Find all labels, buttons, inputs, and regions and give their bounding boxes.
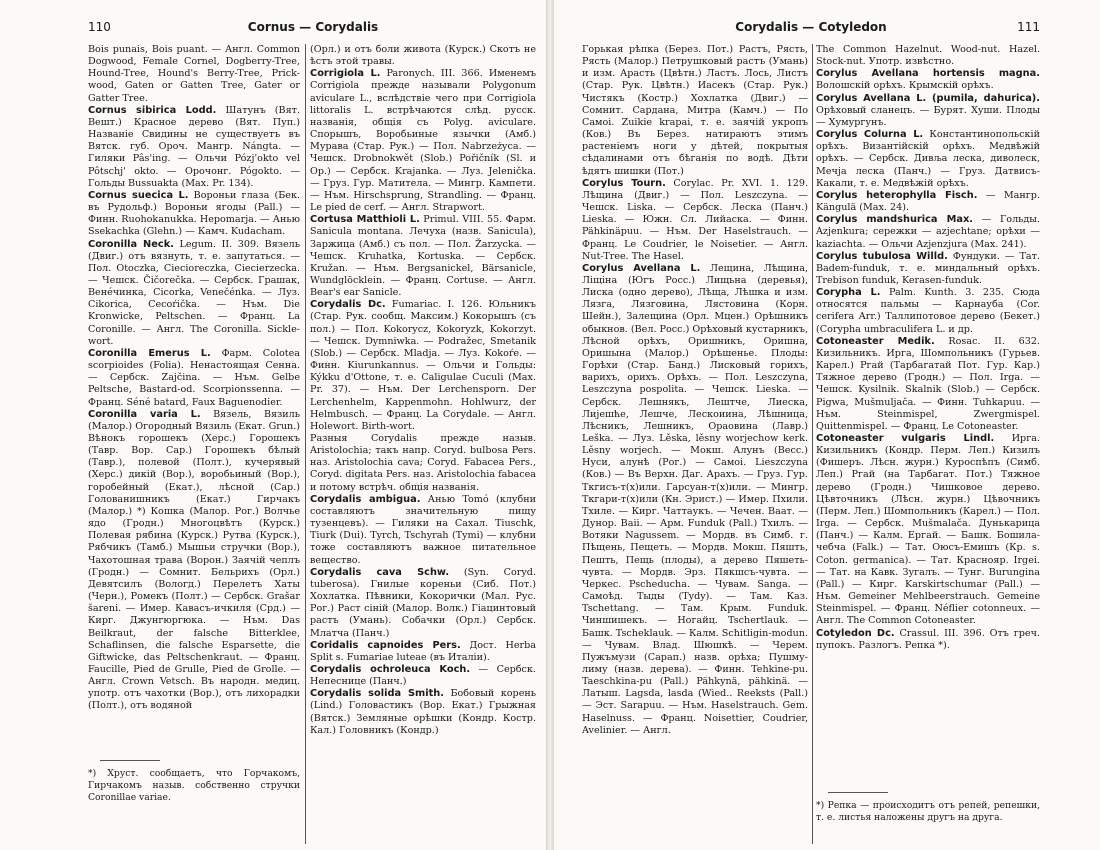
dictionary-entry [816, 44, 1040, 68]
entry-text: Константинопольскій орѣхъ. Византійскій орѣхъ. Медвѣжій орѣхъ. — Сербск. Дивља леска, диволеск, Мечја леска (Панч.) — Груз. Датвисъ-Какали, т. е. Медвѣжій орѣхъ. [816, 129, 1040, 189]
entry-headword: Cotyledon Dc. [816, 627, 895, 639]
dictionary-entry [310, 299, 536, 433]
dictionary-entry [582, 44, 808, 178]
left-page-header [88, 20, 538, 38]
dictionary-entry [310, 567, 536, 640]
dictionary-entry [88, 105, 300, 190]
entry-text: Лещина, Лѣщина, Ліщіна (Югъ Росс.) Лищьна (деревья), Лиска (одно дерево), Лѣща, Лѣшка и изм. Лязга, Лязговина, Лястовина (Корн. Шейн.), Залещина (Орл. Мцен.) Орѣшникъ обыкнов. (Вел. Росс.) Орѣховый кустарникъ, Лѣсной орѣхъ, Оришникъ, Оришна, Оришына (Малор.) Орѣшенье. Плоды: Горѣхи (Стар. Банд.) Лисковый горихъ, варихъ, орихъ. Орѣхъ. — Пол. Leszczyna, Leszczyna pospolita. — Чешск. Lieska. — Сербск. Лешнякъ, Лештче, Лиеска, Лијешће, Лешче, Лескоиина, Лѣшница, Лѣсникъ, Лешникъ, Ораовина (Лавр.) Leška. — Луз. Lěska, lěsny worjechow kerk. Lěsny worjech. — Мокш. Алунъ (Весс.) Нуси, алунѣ (Рог.) — Самоі. Lieszczyna (Ков.) — Въ Верхн. Даг. Арахъ. — Груз. Гур. Ткгисъ-т(х)или. Гарсуан-т(х)или. — Мингр. Ткгари-т(х)или (Кн. Эрист.) — Имер. Пхили. Тхиле. — Кирг. Чаттаукъ. — Чечен. Ваат. — Дунор. Ваіі. — Арм. Funduk (Pall.) Тхилъ. — Вотяки Nagussem. — Мордв. въ Симб. г. Пѣщень, Пещеть. — Мордв. Мокш. Пяшть, Пешть, Пещь (плоды), а дерево Пяшеть-чувта. — Мордв. Эрз. Пякшсъ-чувта. — Черкес. Pscheducha. — Чувам. Sanga. — Самоѣд. Тыды (Tydy). — Там. Каз. Tschettang. — Там. Крым. Funduk. Чиншишекъ. — Ногайц. Tschertlauk. — Башк. Tscheklauk. — Калм. Schitligin-modun. — Чувам. Влад. Шюшкѣ. — Черем. Пужъмузи (Сарап.) назв. орѣха; Пушму-лиму (назв. дерева). — Финн. Tehkine-pu. Taeschkina-pu (Pall.) Pähkynä, pähkinä. — Латыш. Lagsda, lasda (Wied.. Reeksts (Pall.) — Эст. Sarapuu. — Нъм. Haselstrauch. Gem. Haselnuss. — Франц. Noisettier, Coudrier, Avelinier. — Англ. [582, 262, 809, 736]
dictionary-entry [88, 348, 300, 409]
entry-headword: Coronilla varia L. [88, 408, 201, 420]
dictionary-entry [816, 190, 1040, 214]
dictionary-entry [310, 68, 536, 214]
entry-text: Fumariac. I. 126. Юльникъ (Стар. Рук. сообщ. Максим.) Кокорышъ (съ пол.) — Пол. Kokorycz, Kokoryzk, Kokorzyt. — Чешск. Dymniwka. — Podražec, Smetanik (Slob.) — Сербск. Mladja. — Луз. Kokoŕe. — Финн. Kiurunkannus. — Ольчи и Гольды: Kýkku d'Ottone, т. е. Caligulae Cuculi (Max. Pr. 37). — Нъм. Der Lerchensporn. Der Lerchenhelm, Kappenmohn. Hohlwurz, der Helmbusch. — Франц. La Corydale. — Англ. Holewort. Birth-wort. [310, 299, 536, 432]
entry-headword: Corylus Tourn. [582, 177, 666, 189]
dictionary-entry [88, 409, 300, 713]
dictionary-entry [310, 214, 536, 299]
entry-headword: Coronilla Neck. [88, 238, 174, 250]
entry-text: Бобовый корень (Lind.) Головастикъ (Вор. Екат.) Грыжная (Вятск.) Земляные орѣшки (Кондр. Костр. Кал.) Головникъ (Кондр.) [310, 688, 536, 736]
entry-headword: Corydalis Dc. [310, 299, 386, 311]
entry-text: Дост. Herba Split s. Fumariae luteae (въ Италіи). [310, 639, 536, 663]
dictionary-entry [816, 287, 1040, 336]
entry-headword: Cornus suecica L. [88, 189, 189, 201]
text-column [816, 44, 1040, 652]
footnote: *) Репка — происходитъ отъ репей, репешки, т. е. листья наложены другъ на друга. [816, 800, 1040, 823]
entry-text: Фундуки. — Тат. Badem-funduk, т. е. миндальный орѣхъ. Trebison funduk, Kerasen-funduk. [816, 250, 1040, 286]
entry-text: Горькая рѣпка (Берез. Пот.) Растъ, Рясть, Рясть (Малор.) Петрушковый растъ (Умань) и изм. Арасть (Цвѣтн.) Ластъ. Лось, Листъ (Стар. Рук. Цвѣтн.) Иасекъ (Стар. Рук.) Чистякъ (Костр.) Хохлатка (Двиг.) — Сомнит. Сардана, Митра (Камч.) — По Самоі. Zuikie krapai, т. е. заячій укропъ (Ков.) Въ Берез. натираютъ этимъ растеніемъ ноги у дѣтей, покрытыя сѣдалинами отъ бѣганія по водѣ. Дѣти ѣдятъ шишки (Пот.) [582, 44, 808, 177]
dictionary-entry [816, 129, 1040, 190]
entry-headword: Corylus Avellana L. (pumila, dahurica). [816, 92, 1040, 104]
entry-text: Primul. VIII. 55. Фарм. Sanicula montana. Лечуха (назв. Sanicula), Заржица (Амб.) съ пол. — Пол. Žarzycka. — Чешск. Kruhatka, Kortuska. — Сербск. Kružan. — Нъм. Bergsanickel, Bärsanicle, Wundglöcklein. — Франц. Cortuse. — Англ. Bear's ear Sanicle. [310, 214, 536, 299]
entry-headword: Corylus Colurna L. [816, 129, 924, 141]
dictionary-entry [816, 628, 1040, 652]
entry-text: (Syn. Coryd. tuberosa). Гнилые кореньи (Сиб. Пот.) Хохлатка. Пѣвники, Кокорички (Мал. Рус. Рог.) Раст сінiй (Малор. Волк.) Гіацинтовый растъ (Умань). Собачки (Орл.) Сербск. Млатча (Панч.) [310, 566, 536, 639]
dictionary-entry [310, 688, 536, 737]
dictionary-entry [88, 190, 300, 239]
entry-text: Palm. Kunth. 3. 235. Сюда относятся пальмы — Карнауба (Cor. cerifera Arr.) Таллипотовое дерево (Бекет.) (Corypha umbraculifera L. и др. [816, 287, 1040, 335]
entry-text: Орѣховый сланецъ. — Бурят. Хуши. Плоды — Хумургунъ. [816, 104, 1040, 128]
entry-text: Ирга. Кизильникъ (Кондр. Перм. Леп.) Кизилъ (Фишеръ. Лѣсн. журн.) Куроспѣпъ (Симб. Леп.) Ргай (на Тарбагат. Пот.) Тяжное дерево (Гродн.) Чишковое дерево. Цѣвточникъ (Лѣсн. журн.) Цѣвочникъ (Перм. Леп.) Шомпольникъ (Карел.) — Пол. Irga. — Сербск. Mušmalača. Дунькарица (Панч.) — Калм. Ергай. — Башк. Бошила-чебча (Falk.) — Тат. Оюсъ-Емишъ (Кр. s. Coton. germanica). — Тат. Краснояр. Irgei. — Тат. на Кавк. Зугалъ. — Тунг. Burunginа (Pall.) — Кирг. Karskirtschumar (Pall.) — Нъм. Gemeiner Mehlbeerstrauch. Gemeine Steinmispel. — Франц. Néflier cotonneux. — Англ. The Common Cotoneaster. [816, 433, 1040, 627]
entry-headword: Corylus tubulosa Willd. [816, 250, 948, 262]
entry-headword: Cotoneaster vulgaris Lindl. [816, 433, 995, 444]
entry-headword: Coronilla Emerus L. [88, 347, 211, 359]
dictionary-entry [88, 44, 300, 105]
entry-text: (Орл.) и отъ боли живота (Курск.) Скотъ не ѣстъ этой травы. [310, 44, 536, 68]
page-number: 110 [88, 20, 111, 34]
entry-headword: Corylus heterophylla Fisch. [816, 189, 978, 201]
dictionary-entry [816, 214, 1040, 250]
text-column [310, 44, 536, 737]
dictionary-entry [816, 251, 1040, 287]
entry-text: Анью Tomó (клубни составляютъ значительную пищу тузенцевъ). — Гиляки на Сахал. Tiuschk, Tiurk (Dui). Tyrch, Tschyrah (Tymi) — клубни тоже составляютъ важное питательное вещество. [310, 493, 537, 566]
dictionary-entry [816, 68, 1040, 92]
entry-text: — Сербск. Непеснице (Панч.) [310, 663, 536, 688]
entry-text: Paronych. III. 366. Именемъ Corrigiola прежде называли Polygonum aviculare L., вслѣдствіе чего при Corrigiola littoralis L. встрѣчаются слѣд. русск. названія, общія съ Polyg. aviculare. Спорышъ, Воробьиные язычки (Амб.) Мурава (Стар. Рук.) — Пол. Nabrzeżyca. — Чешск. Drobnokwět (Slob.) Pořičník (Sl. и Op.) — Сербск. Krajanka. — Луз. Jelenička. — Груз. Гур. Матитела. — Мингр. Кампети. — Нъм. Hirschsprung, Strandling. — Франц. Le pied de cerf. — Англ. Strapwort. [310, 68, 536, 214]
entry-headword: Cortusa Matthioli L. [310, 214, 420, 226]
dictionary-entry [310, 44, 536, 68]
dictionary-entry [310, 494, 536, 567]
entry-headword: Corydalis solida Smith. [310, 688, 444, 700]
dictionary-entry [88, 239, 300, 348]
right-page [554, 0, 1100, 850]
dictionary-entry [582, 263, 808, 737]
dictionary-entry [816, 433, 1040, 628]
text-column [582, 44, 808, 737]
dictionary-entry [310, 664, 536, 688]
running-title: Corydalis — Cotyledon [735, 20, 887, 34]
entry-headword: Corylus Avellana L. [582, 262, 701, 274]
column-rule [305, 44, 306, 844]
book-gutter [546, 0, 554, 850]
footnote-rule [828, 792, 888, 793]
entry-headword: Corypha L. [816, 287, 881, 299]
entry-headword: Corydalis cava Schw. [310, 566, 450, 578]
entry-text: Фарм. Colotea scorpioides (Folia). Ненастоящая Сенна. — Сербск. Zajčina. — Нъм. Gelbe Peltsche, Bastard-od. Scorpionssenna. — Франц. Séné batard, Faux Baguenodier. [88, 347, 300, 408]
entry-text: — Гольды. Azjenkura; сережки — azjechtane; орѣхи — kaziachta. — Ольчи Azjenzjura (Max. 241). [816, 214, 1040, 250]
entry-text: Rosac. II. 632. Кизильникъ. Ирга, Шомпольникъ (Гурьев. Карел.) Ргай (Тарбагатай Пот. Гур. Кар.) Тяжное дерево (Гродн.) — Пол. Irga. — Чешск. Kysilnik. Skalnik (Slob.) — Сербск. Pigwa, Mušmuljača. — Финн. Tuhkapuu. — Нъм. Steinmispel, Zwergmispel. Quittenmispel. — Франц. Le Cotoneaster. [816, 335, 1040, 432]
entry-headword: Corydalis ochroleuca Koch. [310, 663, 471, 675]
dictionary-entry [816, 93, 1040, 129]
entry-text: Вязель, Вязиль (Малор.) Огородный Вязиль (Екат. Grun.) Вѣнокъ горошекъ (Херс.) Горошекъ (Тавр. Вор. Сар.) Горошекъ бѣлый (Тавр.), полевой (Полт.), кучерявый (Херс.) дикій (Вор.), воробьиный (Вор.), горобейный (Екат.), лѣсной (Сар.) Голованишникъ (Екат.) Гирчакъ (Малор.) *) Кошка (Малор. Рог.) Волчье ядо (Гродн.) Многоцвѣтъ (Курск.) Полевая рябина (Курск.) Рутва (Курск.), Рябчикъ (Тамб.) Мышьи стручки (Вор.), Чахотошная трава (Ворон.) Заячій чеплъ (Гродн.) — Сомнит. Бельрихъ (Орл.) Девятсилъ (Вологд.) Перелетъ Хаты (Черн.), Ромекъ (Полт.) — Сербск. Grašar šareni. — Имер. Кавасъ-ичкиля (Срд.) — Кирг. Джунгюргюка. — Нъм. Das Beilkraut, der falsche Bitterklee, Schaflinsen, die falsche Esparsette, die Giftwicke, das Peltschenkraut. — Франц. Faucille, Pied de Grulle, Pied de Grolle. — Англ. Crown Vetsch. Въ народн. медиц. употр. отъ чахотки (Вор.), отъ лихорадки (Полт.), отъ водяной [88, 408, 300, 712]
entry-headword: Corrigiola L. [310, 68, 381, 80]
entry-text: Вороньи глаза (Бек. въ Рудольф.) Вороньи ягоды (Pall.) — Финн. Ruohokanukka. Hepomarja. — Анью Ssekachka (Glehn.) — Камч. Kudacham. [88, 189, 300, 238]
entry-headword: Corylus Avellana hortensis magna. [816, 68, 1040, 80]
footnote-rule [100, 760, 160, 761]
entry-headword: Corydalis ambigua. [310, 493, 421, 505]
dictionary-entry [816, 336, 1040, 433]
text-column [88, 44, 300, 713]
entry-text: — Мангр. Kängulä (Max. 24). [816, 189, 1040, 214]
entry-text: Шатунъ (Вят. Вешт.) Красное дерево (Вят. Пуп.) Названіе Свидины не существуетъ въ Вятск. губ. Ороч. Мангр. Nángta. — Гиляки Pâs'ing. — Ольчи Pózj'okto vel Pôtschj' okto. — Орочонг. Pógokto. — Гольды Bussuakta (Max. Pr. 134). [88, 104, 301, 189]
dictionary-entry [310, 640, 536, 664]
entry-text: Corylac. Pr. XVI. 1. 129. Лѣщина (Двиг.) — Пол. Leszczyna. — Чешск. Liska. — Сербск. Леска (Панч.) Lieska. — Южн. Сл. Лийаска. — Финн. Pähkinäpuu. — Нъм. Der Haselstrauch. — Франц. Le Coudrier, le Noisetier. — Англ. Nut-Tree. The Hasel. [582, 177, 809, 262]
entry-text: Волошскій орѣхъ. Крымскій орѣхъ. [816, 80, 994, 92]
entry-text: Legum. II. 309. Вязель (Двиг.) отъ вязнуть, т. е. запутаться. — Пол. Otoczka, Ciecioreczka, Ciecierzecka. — Чешск. Čičorečka. — Сербск. Грашак, Вене́чинка, Cicorka, Venečénka. — Луз. Cikorica, Cecoŕička. — Нъм. Die Kronwicke, Peltschen. — Франц. La Coronille. — Англ. The Coronilla. Sickle-wort. [88, 238, 300, 347]
left-page [0, 0, 546, 850]
right-page-header [582, 20, 1040, 38]
entry-text: Bois punais, Bois puant. — Англ. Common Dogwood, Female Cornel, Dogberry-Tree, Hound-Tree, Hound's Berry-Tree, Prick-wood, Gaten or Gatten Tree, Gater or Gatter Tree. [88, 44, 300, 104]
dictionary-entry [310, 433, 536, 494]
entry-text: The Common Hazelnut. Wood-nut. Hazel. Stock-nut. Употр. извѣстно. [816, 44, 1040, 68]
dictionary-entry [582, 178, 808, 263]
entry-headword: Cotoneaster Medik. [816, 335, 935, 347]
entry-headword: Cornus sibirica Lodd. [88, 104, 217, 116]
running-title: Cornus — Corydalis [247, 20, 379, 34]
footnote: *) Хруст. сообщаетъ, что Горчакомъ, Гирчакомъ назыв. собственно стручки Coronillae variae. [88, 768, 300, 803]
entry-text: Разныя Corydalis прежде назыв. Aristolochia; такъ напр. Coryd. bulbosa Pers. наз. Aristolochia cava; Coryd. Fabacea Pers., Coryd. digitata Pers. наз. Aristolochia fabacea и потому встрѣч. общія названія. [310, 433, 537, 493]
page-number: 111 [1017, 20, 1040, 34]
entry-headword: Coridalis capnoides Pers. [310, 639, 461, 651]
entry-headword: Corylus mandshurica Max. [816, 214, 973, 226]
entry-text: Crassul. III. 396. Отъ греч. пупокъ. Разлогъ. Репка *). [816, 627, 1040, 651]
column-rule [812, 44, 813, 844]
